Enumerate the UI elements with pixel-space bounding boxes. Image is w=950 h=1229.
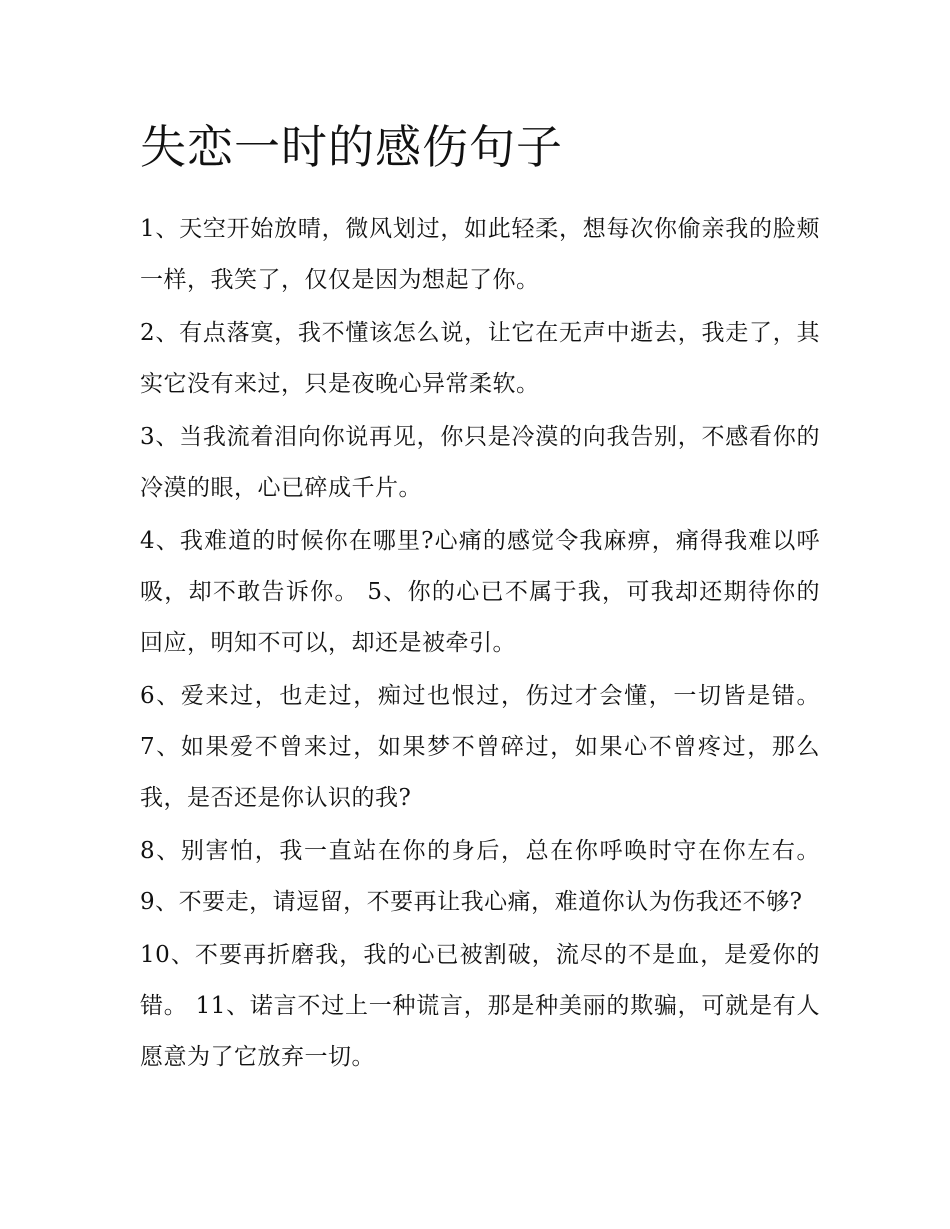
document-page <box>140 112 820 1085</box>
paragraph: 6、爱来过，也走过，痴过也恨过，伤过才会懂，一切皆是错。 7、如果爱不曾来过，如果梦不曾碎过，如果心不曾疼过，那么我，是否还是你认识的我? <box>140 683 820 811</box>
paragraph: 4、我难道的时候你在哪里?心痛的感觉令我麻痹，痛得我难以呼吸，却不敢告诉你。 5、你的心已不属于我，可我却还期待你的回应，明知不可以，却还是被牵引。 <box>140 528 820 656</box>
paragraph: 1、天空开始放晴，微风划过，如此轻柔，想每次你偷亲我的脸颊一样，我笑了，仅仅是因为想起了你。 <box>140 216 820 293</box>
paragraph: 8、别害怕，我一直站在你的身后，总在你呼唤时守在你左右。 9、不要走，请逗留，不要再让我心痛，难道你认为伤我还不够? <box>140 838 820 915</box>
paragraph: 2、有点落寞，我不懂该怎么说，让它在无声中逝去，我走了，其实它没有来过，只是夜晚心异常柔软。 <box>140 320 820 397</box>
paragraph: 10、不要再折磨我，我的心已被割破，流尽的不是血，是爱你的错。 11、诺言不过上一种谎言，那是种美丽的欺骗，可就是有人愿意为了它放弃一切。 <box>140 942 820 1070</box>
document-title: 失恋一时的感伤句子 <box>140 120 563 174</box>
paragraph: 3、当我流着泪向你说再见，你只是冷漠的向我告别，不感看你的冷漠的眼，心已碎成千片。 <box>140 424 820 501</box>
